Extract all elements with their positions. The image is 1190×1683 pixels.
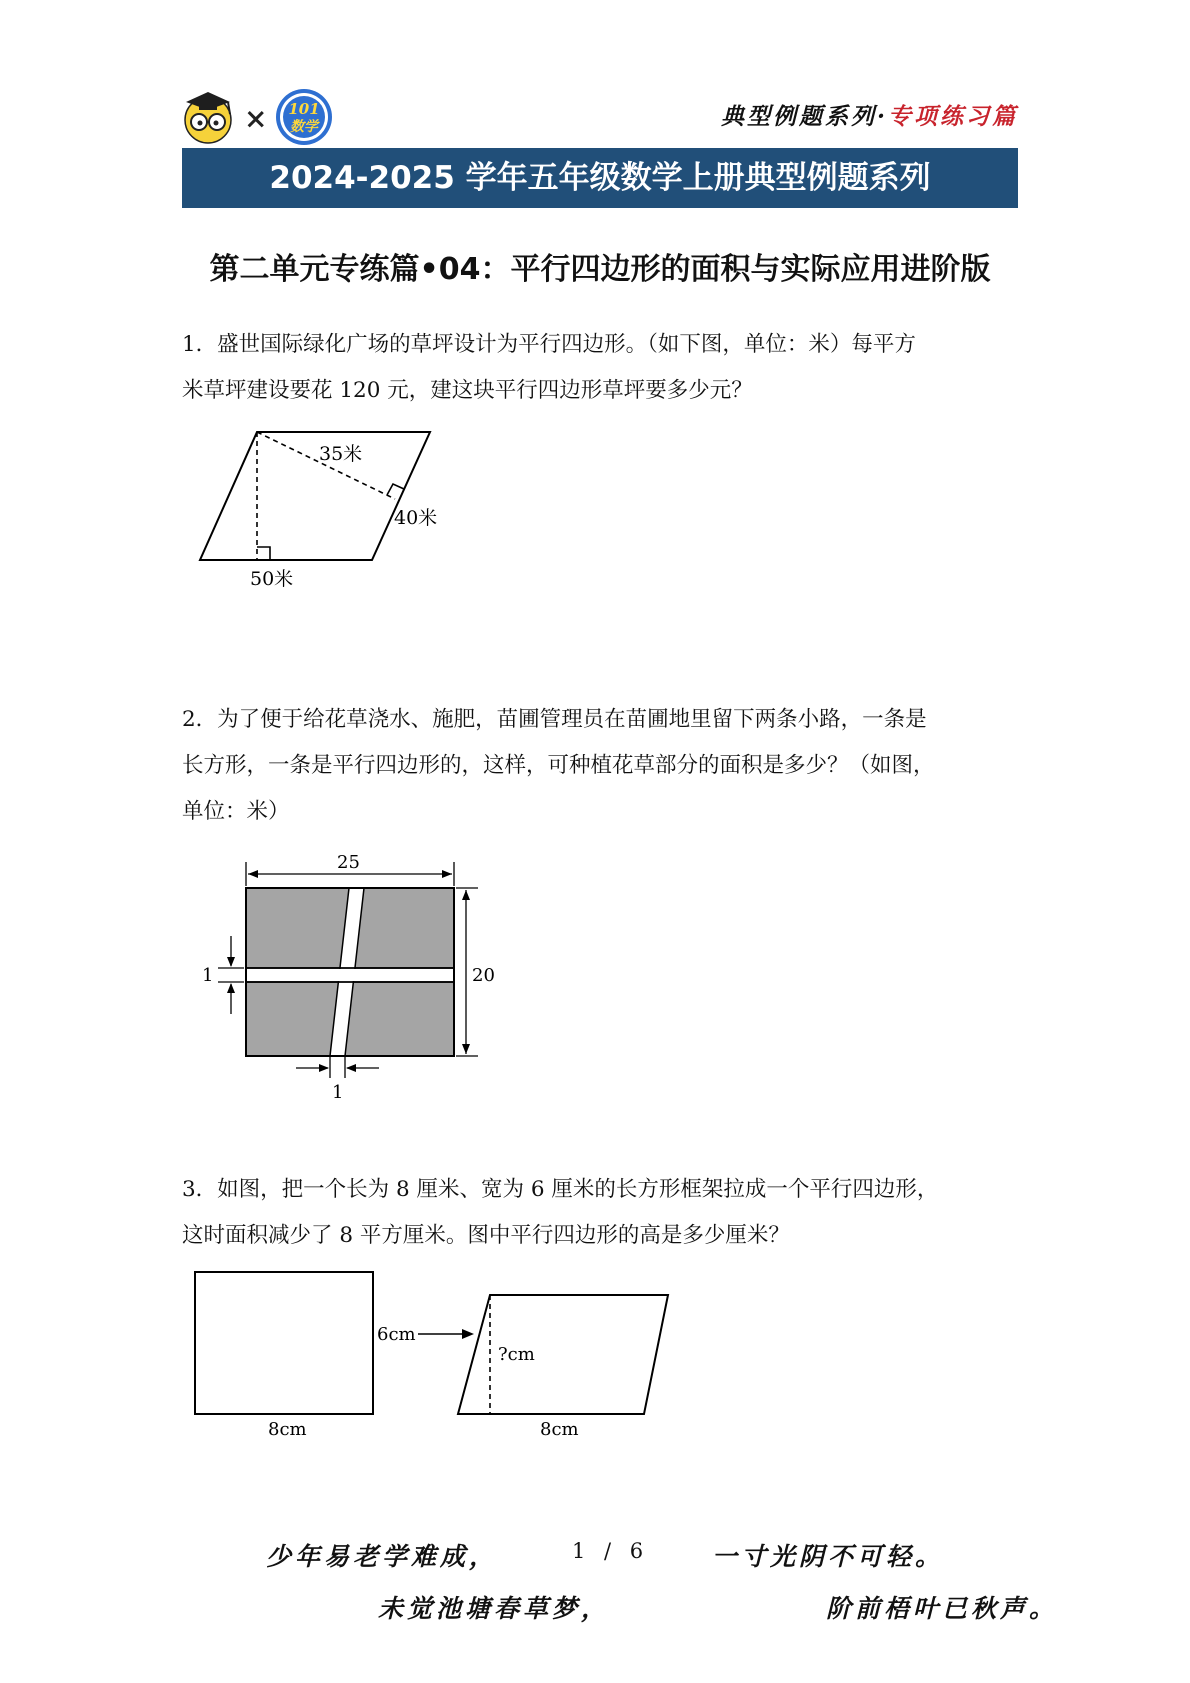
question-3-line-2: 这时面积减少了 8 平方厘米。图中平行四边形的高是多少厘米？ [182,1223,790,1248]
logo-text-math: 数学 [290,119,318,135]
question-2 [182,697,1022,835]
label-height-question: ?cm [498,1344,535,1365]
series-title [640,98,1018,131]
label-horizontal-road: 1 [202,965,214,986]
question-2-line-1: 2．为了便于给花草浇水、施肥，苗圃管理员在苗圃地里留下两条小路，一条是 [182,707,927,732]
right-angle-base [257,547,270,560]
banner-title: 2024-2025 学年五年级数学上册典型例题系列 [182,148,1018,208]
question-3 [182,1167,1022,1259]
label-rect-base: 8cm [268,1419,307,1440]
label-para-base: 8cm [540,1419,579,1440]
series-dot: · [876,103,888,130]
question-2-figure [196,850,516,1120]
series-red-text: 专项练习篇 [888,103,1018,130]
question-2-line-3: 单位：米） [182,799,290,824]
page-number: 1 / 6 [572,1539,650,1563]
label-rect-side: 6cm [377,1324,416,1345]
footer-poem-line-3: 未觉池塘春草梦， [378,1594,611,1623]
question-1-line-2: 米草坪建设要花 120 元，建这块平行四边形草坪要多少元？ [182,378,753,403]
question-1-figure [182,425,452,595]
label-base: 50米 [250,568,294,590]
lawn-parallelogram [200,432,430,560]
label-height: 20 [472,965,495,986]
owl-mascot-icon [185,92,231,143]
header-logos [182,84,342,146]
series-black-text: 典型例题系列 [720,103,877,130]
question-3-figure [182,1262,682,1442]
question-2-line-2: 长方形，一条是平行四边形的，这样，可种植花草部分的面积是多少？（如图， [182,753,935,778]
label-side: 40米 [394,507,438,529]
label-parallelogram-road: 1 [332,1082,344,1103]
unit-title: 第二单元专练篇•04：平行四边形的面积与实际应用进阶版 [209,252,991,287]
question-1 [182,322,1022,414]
frame-rectangle [195,1272,373,1414]
logo-text-101: 101 [288,100,320,118]
footer-poem-line-2: 一寸光阴不可轻。 [712,1542,945,1571]
logo-graphics [182,84,342,146]
footer-poem-line-1: 少年易老学难成， [266,1542,499,1571]
footer-poem-line-4: 阶前梧叶已秋声。 [826,1594,1059,1623]
math101-logo-icon [276,89,332,145]
question-1-line-1: 1．盛世国际绿化广场的草坪设计为平行四边形。（如下图，单位：米）每平方 [182,332,916,357]
label-diag: 35米 [319,443,363,465]
label-width: 25 [337,852,360,873]
question-3-line-1: 3．如图，把一个长为 8 厘米、宽为 6 厘米的长方形框架拉成一个平行四边形， [182,1177,939,1202]
times-sign: × [244,102,268,135]
